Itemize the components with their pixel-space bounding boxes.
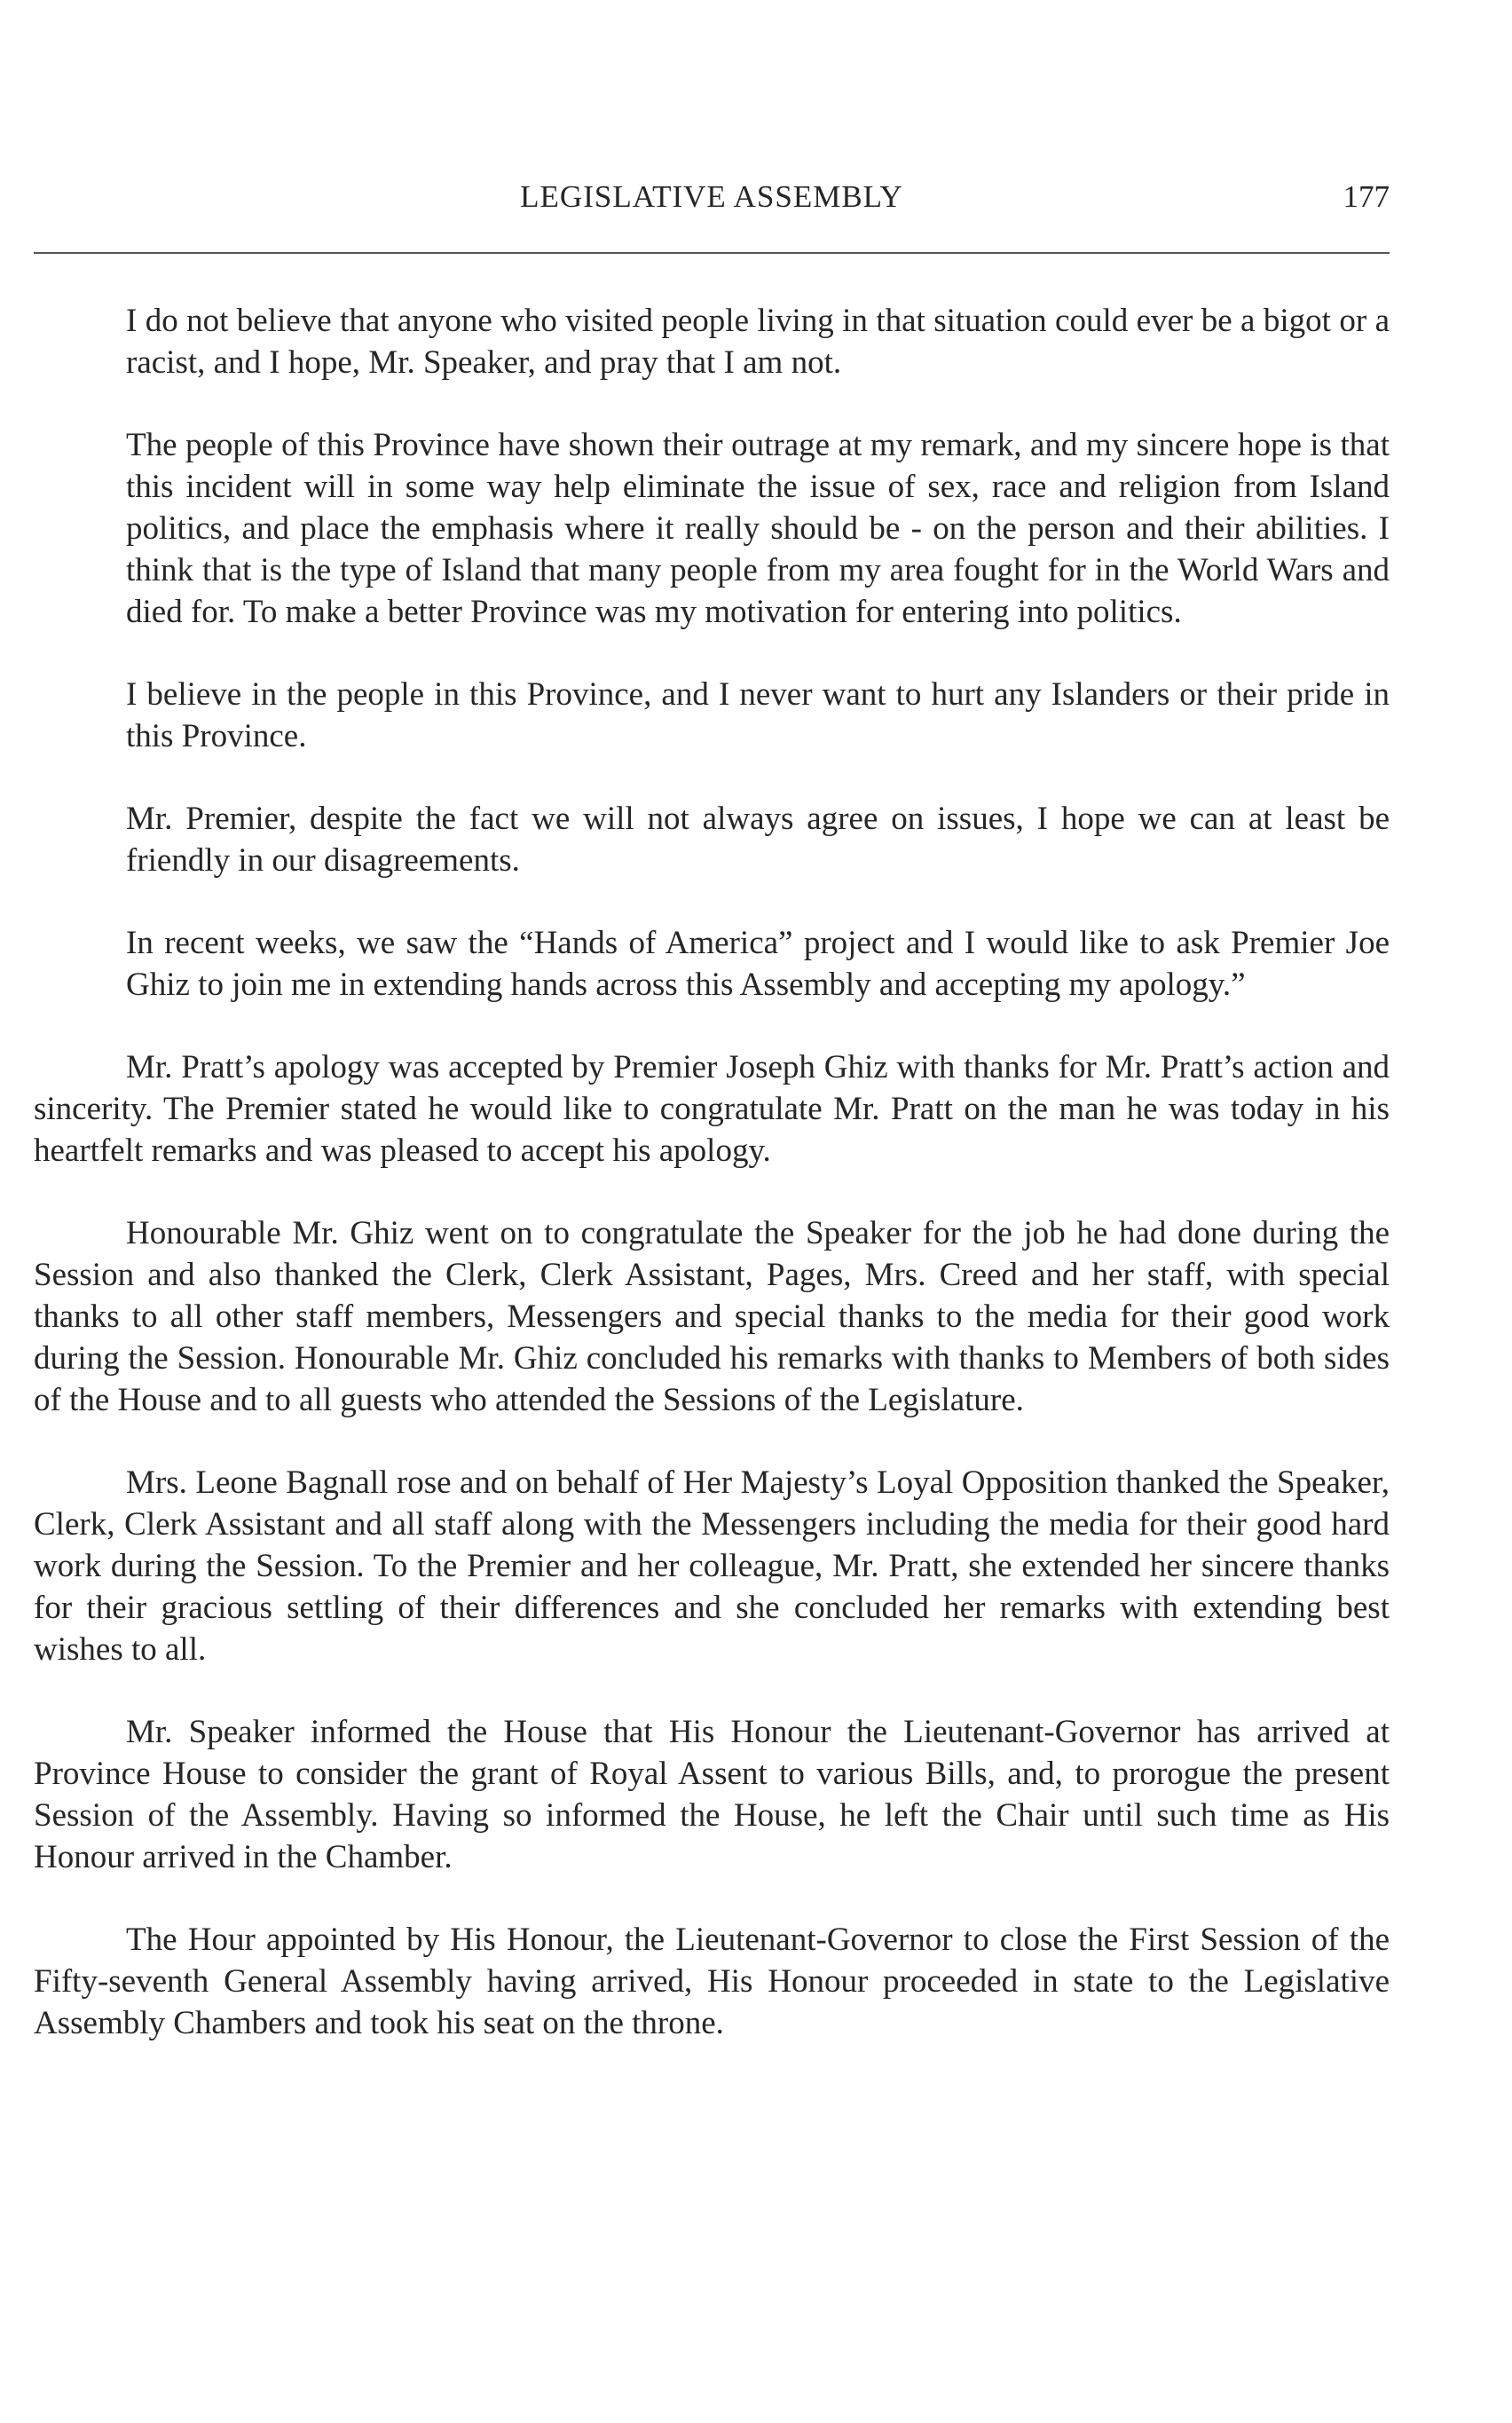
quoted-paragraph: Mr. Premier, despite the fact we will not always agree on issues, I hope we can at least be friendly in our disagreements. xyxy=(126,801,1390,879)
body-paragraph: Mr. Pratt’s apology was accepted by Premier Joseph Ghiz with thanks for Mr. Pratt’s action and sincerity. The Premier stated he would like to congratulate Mr. Pratt on the man he was today in his heartfelt remarks and was pleased to accept his apology. xyxy=(34,1049,1390,1169)
page-number: 177 xyxy=(1343,179,1390,214)
quoted-paragraph: The people of this Province have shown their outrage at my remark, and my sincere hope is that this incident will in some way help eliminate the issue of sex, race and religion from Island politics, and place the emphasis where it really should be - on the person and their abilities. I think that is the type of Island that many people from my area fought for in the World Wars and died for. To make a better Province was my motivation for entering into politics. xyxy=(126,427,1390,630)
body-paragraph: Mr. Speaker informed the House that His Honour the Lieutenant-Governor has arrived at Province House to consider the grant of Royal Assent to various Bills, and, to prorogue the present Session of the Assembly. Having so informed the House, he left the Chair until such time as His Honour arrived in the Chamber. xyxy=(34,1714,1390,1875)
body-text xyxy=(34,300,1390,2044)
body-paragraph: Mrs. Leone Bagnall rose and on behalf of Her Majesty’s Loyal Opposition thanked the Speaker, Clerk, Clerk Assistant and all staff along with the Messengers including the media for their good hard work during the Session. To the Premier and her colleague, Mr. Pratt, she extended her sincere thanks for their gracious settling of their differences and she concluded her remarks with extending best wishes to all. xyxy=(34,1464,1390,1668)
quoted-paragraph: I believe in the people in this Province, and I never want to hurt any Islanders or their pride in this Province. xyxy=(126,676,1390,754)
header-divider xyxy=(34,252,1390,254)
body-paragraph: Honourable Mr. Ghiz went on to congratulate the Speaker for the job he had done during the Session and also thanked the Clerk, Clerk Assistant, Pages, Mrs. Creed and her staff, with special thanks to all other staff members, Messengers and special thanks to the media for their good work during the Session. Honourable Mr. Ghiz concluded his remarks with thanks to Members of both sides of the House and to all guests who attended the Sessions of the Legislature. xyxy=(34,1215,1390,1418)
quoted-paragraph: In recent weeks, we saw the “Hands of America” project and I would like to ask Premier Joe Ghiz to join me in extending hands across this Assembly and accepting my apology.” xyxy=(126,925,1390,1003)
running-head-title: LEGISLATIVE ASSEMBLY xyxy=(520,179,903,214)
body-paragraph: The Hour appointed by His Honour, the Lieutenant-Governor to close the First Session of the Fifty-seventh General Assembly having arrived, His Honour proceeded in state to the Legislative Assembly Chambers and took his seat on the throne. xyxy=(34,1922,1390,2041)
quoted-paragraph: I do not believe that anyone who visited people living in that situation could ever be a bigot or a racist, and I hope, Mr. Speaker, and pray that I am not. xyxy=(126,303,1390,381)
page-header xyxy=(34,179,1390,224)
